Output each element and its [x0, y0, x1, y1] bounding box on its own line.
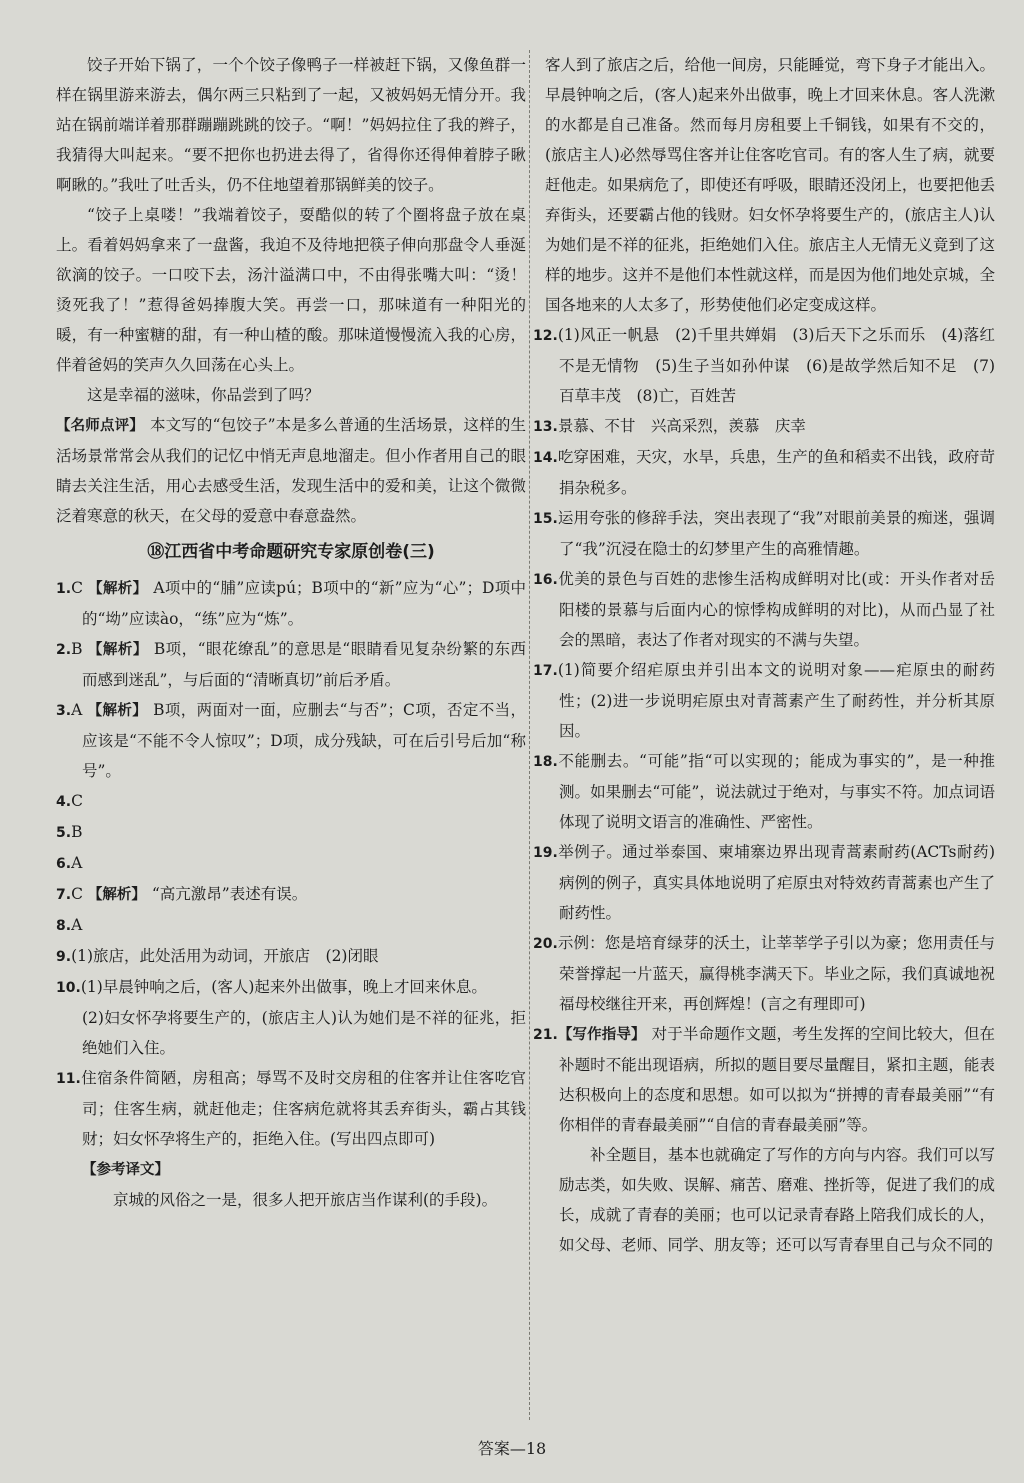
answer-item-10-b: (2)妇女怀孕将要生产的，(旅店主人)认为她们是不祥的征兆，拒绝她们入住。 — [82, 1009, 526, 1057]
answer-item: 6.A — [56, 854, 83, 872]
answer-item-9: 9.(1)旅店，此处活用为动词，开旅店 (2)闭眼 — [56, 947, 379, 965]
teacher-comment: 【名师点评】 本文写的“包饺子”本是多么普通的生活场景，这样的生活场景常常会从我们的记忆中悄无声息地溜走。但小作者用自己的眼睛去关注生活，用心去感受生活，发现生活中的爱和美，让这个微微泛着寒意的秋天，在父母的爱意中春意盎然。 — [56, 416, 526, 525]
answer-item: 1.C 【解析】 A项中的“脯”应读pú；B项中的“新”应为“心”；D项中的“坳”应读ào，“练”应为“炼”。 — [56, 579, 526, 628]
answer-item-11: 11.住宿条件简陋，房租高；辱骂不及时交房租的住客并让住客吃官司；住客生病，就赶他走；住客病危就将其丢弃街头，霸占其钱财；妇女怀孕将生产的，拒绝入住。(写出四点即可) — [56, 1069, 526, 1148]
essay-paragraph: 这是幸福的滋味，你品尝到了吗？ — [87, 386, 320, 404]
answer-item-10: 10.(1)早晨钟响之后，(客人)起来外出做事，晚上才回来休息。 — [56, 978, 487, 996]
answer-item-20: 20.示例：您是培育绿芽的沃土，让莘莘学子引以为豪；您用责任与荣誉撑起一片蓝天，赢得桃李满天下。毕业之际，我们真诚地祝福母校继往开来，再创辉煌！(言之有理即可) — [533, 934, 995, 1013]
answer-list — [56, 573, 526, 1215]
answer-item: 7.C 【解析】 “高亢激昂”表述有误。 — [56, 885, 308, 903]
left-column — [56, 50, 526, 1215]
section-title: ⑱江西省中考命题研究专家原创卷(三) — [147, 542, 435, 562]
answer-item-13: 13.景慕、不甘 兴高采烈，羡慕 庆幸 — [533, 417, 806, 435]
answer-item: 8.A — [56, 916, 83, 934]
comment-tag: 【名师点评】 — [56, 418, 144, 434]
answer-item-21: 21.【写作指导】 对于半命题作文题，考生发挥的空间比较大，但在补题时不能出现语病，所拟的题目要尽量醒目，紧扣主题，能表达积极向上的态度和思想。如可以拟为“拼搏的青春最美丽”“有你相伴的青春最美丽”“自信的青春最美丽”等。 — [533, 1025, 995, 1134]
answer-item-19: 19.举例子。通过举泰国、柬埔寨边界出现青蒿素耐药(ACTs耐药)病例的例子，真实具体地说明了疟原虫对特效药青蒿素也产生了耐药性。 — [533, 843, 995, 922]
writing-guidance-continued: 补全题目，基本也就确定了写作的方向与内容。我们可以写励志类，如失败、误解、痛苦、磨难、挫折等，促进了我们的成长，成就了青春的美丽；也可以记录青春路上陪我们成长的人，如父母、老师、同学、朋友等；还可以写青春里自己与众不同的 — [559, 1146, 995, 1254]
answer-item: 2.B 【解析】 B项，“眼花缭乱”的意思是“眼睛看见复杂纷繁的东西而感到迷乱”，与后面的“清晰真切”前后矛盾。 — [56, 640, 527, 689]
right-column — [533, 50, 995, 1260]
answer-item: 5.B — [56, 823, 83, 841]
answer-item: 3.A 【解析】 B项，两面对一面，应删去“与否”；C项，否定不当，应该是“不能不令人惊叹”；D项，成分残缺，可在后引号后加“称号”。 — [56, 701, 526, 780]
answer-item-14: 14.吃穿困难，天灾，水旱，兵患，生产的鱼和稻卖不出钱，政府苛捐杂税多。 — [533, 448, 995, 497]
answer-item-15: 15.运用夸张的修辞手法，突出表现了“我”对眼前美景的痴迷，强调了“我”沉浸在隐士的幻梦里产生的高雅情趣。 — [533, 509, 995, 558]
answer-item-12: 12.(1)风正一帆悬 (2)千里共婵娟 (3)后天下之乐而乐 (4)落红不是无情物 (5)生子当如孙仲谋 (6)是故学然后知不足 (7)百草丰茂 (8)亡，百姓苦 — [533, 326, 995, 405]
answer-item: 4.C — [56, 792, 83, 810]
answer-item-17: 17.(1)简要介绍疟原虫并引出本文的说明对象——疟原虫的耐药性；(2)进一步说明疟原虫对青蒿素产生了耐药性，并分析其原因。 — [533, 661, 995, 740]
page-number: 答案—18 — [477, 1439, 547, 1458]
column-divider — [529, 50, 530, 1420]
answer-item-16: 16.优美的景色与百姓的悲惨生活构成鲜明对比(或：开头作者对岳阳楼的景慕与后面内心的惊悸构成鲜明的对比)，从而凸显了社会的黑暗，表达了作者对现实的不满与失望。 — [533, 570, 995, 649]
translation-continued: 客人到了旅店之后，给他一间房，只能睡觉，弯下身子才能出入。早晨钟响之后，(客人)起来外出做事，晚上才回来休息。客人洗漱的水都是自己准备。然而每月房租要上千铜钱，如果有不交的，(旅店主人)必然辱骂住客并让住客吃官司。有的客人生了病，就要赶他走。如果病危了，即使还有呼吸，眼睛还没闭上，也要把他丢弃街头，还要霸占他的钱财。妇女怀孕将要生产的，(旅店主人)认为她们是不祥的征兆，拒绝她们入住。旅店主人无情无义竟到了这样的地步。这并不是他们本性就这样，而是因为他们地处京城，全国各地来的人太多了，形势使他们必定变成这样。 — [545, 56, 995, 314]
essay-paragraph: “饺子上桌喽！”我端着饺子，耍酷似的转了个圈将盘子放在桌上。看着妈妈拿来了一盘酱，我迫不及待地把筷子伸向那盘令人垂涎欲滴的饺子。一口咬下去，汤汁溢满口中，不由得张嘴大叫：“烫！烫死我了！”惹得爸妈捧腹大笑。再尝一口，那味道有一种阳光的暖，有一种蜜糖的甜，有一种山楂的酸。那味道慢慢流入我的心房，伴着爸妈的笑声久久回荡在心头上。 — [56, 206, 526, 374]
reference-translation: 京城的风俗之一是，很多人把开旅店当作谋利(的手段)。 — [113, 1191, 498, 1209]
essay-paragraph: 饺子开始下锅了，一个个饺子像鸭子一样被赶下锅，又像鱼群一样在锅里游来游去，偶尔两三只粘到了一起，又被妈妈无情分开。我站在锅前端详着那群蹦蹦跳跳的饺子。“啊！”妈妈拉住了我的辫子，我猜得大叫起来。“要不把你也扔进去得了，省得你还得伸着脖子瞅啊瞅的。”我吐了吐舌头，仍不住地望着那锅鲜美的饺子。 — [56, 56, 526, 194]
reference-translation-tag: 【参考译文】 — [82, 1162, 169, 1178]
answer-item-18: 18.不能删去。“可能”指“可以实现的；能成为事实的”，是一种推测。如果删去“可能”，说法就过于绝对，与事实不符。加点词语体现了说明文语言的准确性、严密性。 — [533, 752, 995, 831]
